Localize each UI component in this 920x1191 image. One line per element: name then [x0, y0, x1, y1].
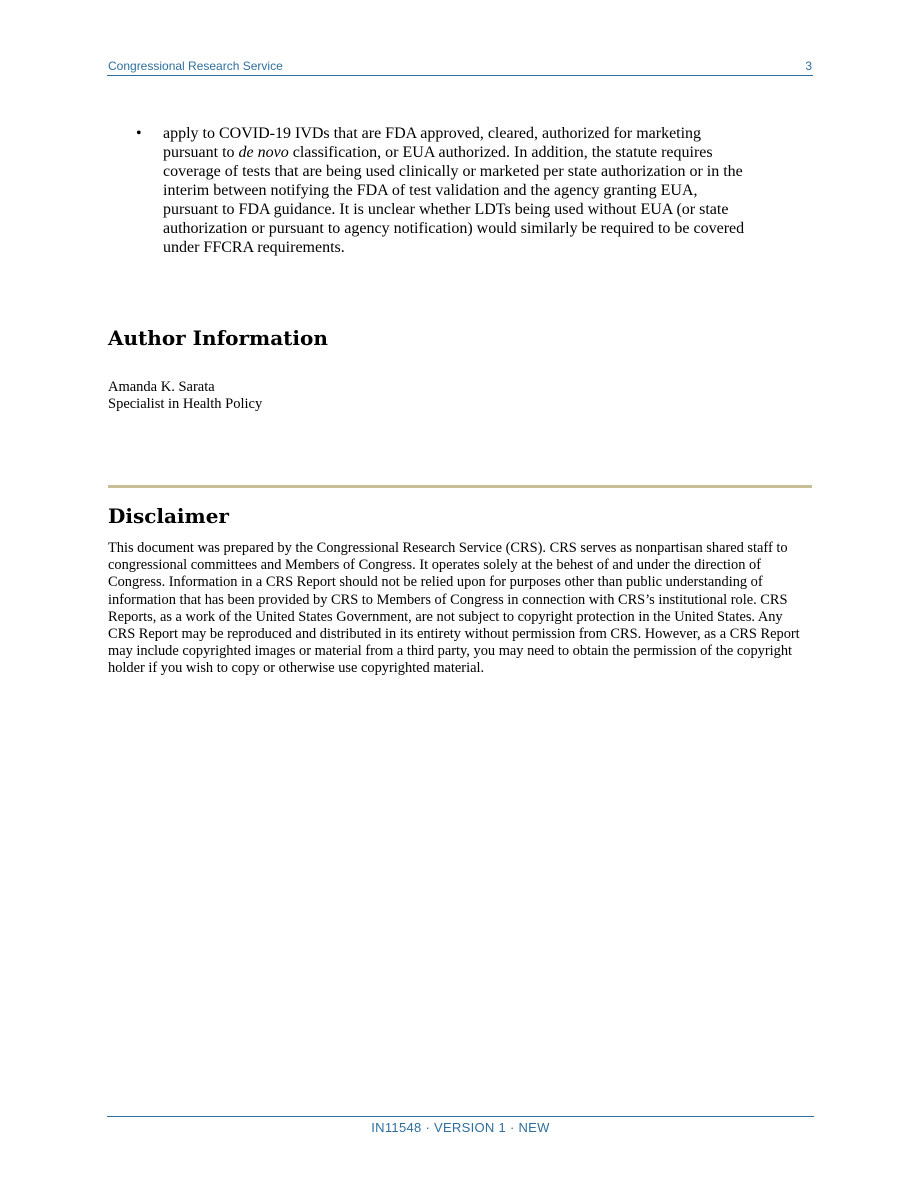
bullet-text-part1: apply to COVID-19 IVDs that are FDA approved, cleared, authorized for marketing pursuant to [163, 125, 702, 161]
header-publisher: Congressional Research Service [108, 59, 283, 73]
author-information-heading: Author Information [108, 326, 328, 350]
footer-identifier: IN11548 · VERSION 1 · NEW [371, 1120, 550, 1135]
bullet-text-italic: de novo [238, 144, 289, 161]
footer-divider [107, 1116, 814, 1117]
disclaimer-text: This document was prepared by the Congressional Research Service (CRS). CRS serves as nonpartisan shared staff to congressional committees and Members of Congress. It operates solely at the behest of and under the direction of Congress. Information in a CRS Report should not be relied upon for purposes other than public understanding of information that has been provided by CRS to Members of Congress in connection with CRS’s institutional role. CRS Reports, as a work of the United States Government, are not subject to copyright protection in the United States. Any CRS Report may be reproduced and distributed in its entirety without permission from CRS. However, as a CRS Report may include copyrighted images or material from a third party, you may need to obtain the permission of the copyright holder if you wish to copy or otherwise use copyrighted material. [108, 540, 800, 677]
author-block [108, 379, 262, 413]
running-header [107, 58, 813, 76]
author-name: Amanda K. Sarata [108, 379, 215, 395]
author-role: Specialist in Health Policy [108, 396, 263, 412]
section-divider [108, 485, 812, 488]
page-number: 3 [805, 59, 812, 73]
bullet-text [163, 124, 756, 257]
bullet-icon: • [136, 125, 142, 142]
bullet-list-item [136, 124, 756, 257]
bullet-text-part2: classification, or EUA authorized. In addition, the statute requires coverage of tests that are being used clinically or marketed per state authorization or in the interim between notifying the FDA of test validation and the agency granting EUA, pursuant to FDA guidance. It is unclear whether LDTs being used without EUA (or state authorization or pursuant to agency notification) would similarly be required to be covered under FFCRA requirements. [163, 144, 745, 256]
disclaimer-heading: Disclaimer [108, 504, 229, 528]
